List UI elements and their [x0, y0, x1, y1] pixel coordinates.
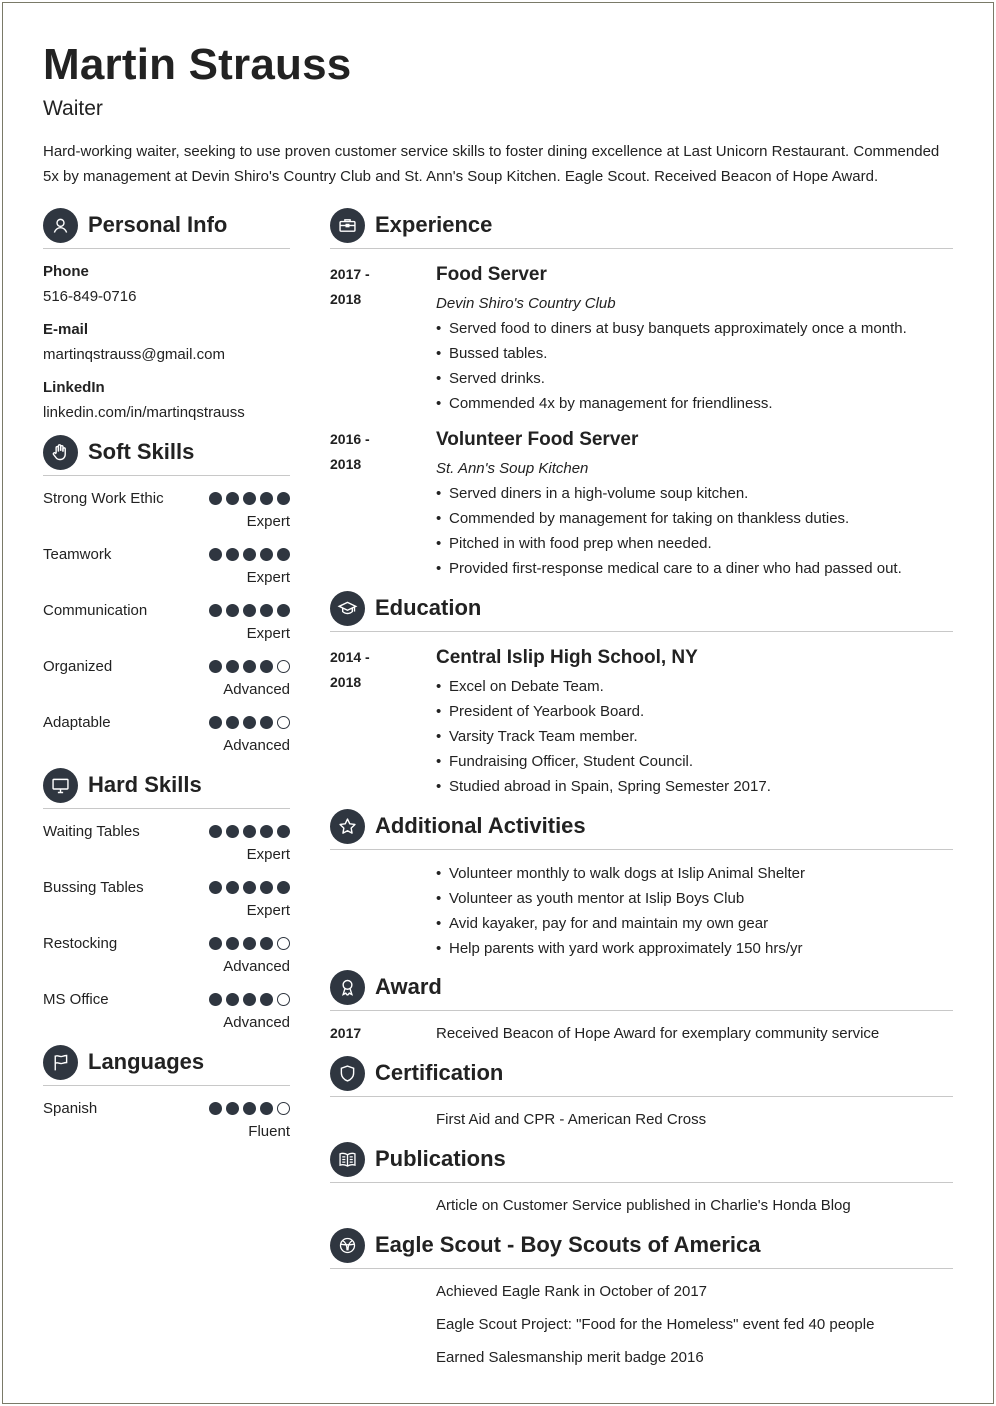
publications-section [330, 1142, 953, 1214]
book-icon [330, 1142, 365, 1177]
award-title: Award [375, 974, 442, 999]
personal-info-title: Personal Info [88, 212, 228, 237]
personal-info-section [43, 208, 290, 421]
skill-name: Communication [43, 602, 148, 619]
list-item: • Studied abroad in Spain, Spring Semester 2017. [436, 774, 771, 799]
hand-icon [43, 435, 78, 470]
list-item: • Avid kayaker, pay for and maintain my own gear [436, 911, 805, 936]
activities-section [330, 809, 953, 957]
award-date: 2017 [330, 1025, 362, 1041]
job-date-end: 2018 [330, 291, 362, 307]
skill-name: Adaptable [43, 714, 111, 731]
list-item: • Volunteer as youth mentor at Islip Boys Club [436, 886, 805, 911]
skill-level: Advanced [223, 737, 290, 754]
skill-level: Expert [246, 846, 290, 863]
rating-dot-filled [243, 660, 256, 673]
education-section [330, 591, 953, 795]
graduation-cap-icon [330, 591, 365, 626]
activities-title: Additional Activities [375, 813, 586, 838]
rating-dot-filled [260, 937, 273, 950]
certification-text: First Aid and CPR - American Red Cross [436, 1111, 707, 1128]
hard-skills-title: Hard Skills [88, 772, 202, 797]
list-item: • Served food to diners at busy banquets approximately once a month. [436, 316, 907, 341]
skill-name: Bussing Tables [43, 879, 144, 896]
rating-dot-filled [226, 881, 239, 894]
job-org: St. Ann's Soup Kitchen [436, 460, 589, 477]
skill-name: Organized [43, 658, 113, 675]
personal-info-header [43, 208, 290, 249]
list-item: • Bussed tables. [436, 341, 907, 366]
list-item: • Provided first-response medical care to a diner who had passed out. [436, 556, 902, 581]
rating-dot-filled [209, 548, 222, 561]
rating-dot-filled [277, 881, 290, 894]
list-item: • Commended by management for taking on thankless duties. [436, 506, 902, 531]
rating-dot-filled [209, 660, 222, 673]
soft-skills-title: Soft Skills [88, 439, 195, 464]
rating-dot-filled [260, 825, 273, 838]
rating-dot-filled [226, 1102, 239, 1115]
candidate-name: Martin Strauss [43, 40, 352, 89]
job-date [330, 427, 390, 477]
rating-dot-filled [209, 604, 222, 617]
rating-dot-filled [226, 716, 239, 729]
skill-row [43, 658, 290, 706]
languages-header [43, 1045, 290, 1086]
list-item: • President of Yearbook Board. [436, 699, 771, 724]
rating-dot-filled [209, 716, 222, 729]
rating-dot-filled [243, 716, 256, 729]
rating-dot-filled [260, 993, 273, 1006]
rating-dot-filled [277, 825, 290, 838]
scout-line: Earned Salesmanship merit badge 2016 [436, 1349, 704, 1366]
skill-row [43, 490, 290, 538]
rating-dot-filled [243, 548, 256, 561]
job-date-start: 2016 - [330, 431, 370, 447]
job-role: Food Server [436, 264, 547, 285]
list-item: • Served drinks. [436, 366, 907, 391]
email-label: E-mail [43, 321, 89, 338]
award-text: Received Beacon of Hope Award for exemplary community service [436, 1025, 880, 1042]
job-org: Devin Shiro's Country Club [436, 295, 616, 312]
skill-level: Advanced [223, 1014, 290, 1031]
list-item: • Help parents with yard work approximately 150 hrs/yr [436, 936, 805, 961]
rating-dot-empty [277, 937, 290, 950]
shield-icon [330, 1056, 365, 1091]
skill-name: Strong Work Ethic [43, 490, 164, 507]
scout-line: Eagle Scout Project: "Food for the Homeless" event fed 40 people [436, 1316, 875, 1333]
publications-title: Publications [375, 1146, 506, 1171]
rating-dot-filled [243, 492, 256, 505]
skill-rating [209, 716, 290, 729]
rating-dot-filled [260, 716, 273, 729]
education-title: Education [375, 595, 482, 620]
ball-icon [330, 1228, 365, 1263]
list-item: • Served diners in a high-volume soup kitchen. [436, 481, 902, 506]
rating-dot-filled [243, 881, 256, 894]
rating-dot-filled [243, 993, 256, 1006]
list-item: • Volunteer monthly to walk dogs at Islip Animal Shelter [436, 861, 805, 886]
school-name: Central Islip High School, NY [436, 647, 698, 668]
skill-name: Teamwork [43, 546, 112, 563]
skill-rating [209, 881, 290, 894]
skill-row [43, 602, 290, 650]
job-bullets [436, 316, 907, 416]
linkedin-value: linkedin.com/in/martinqstrauss [43, 404, 245, 421]
skill-row [43, 546, 290, 594]
eagle-scout-title: Eagle Scout - Boy Scouts of America [375, 1232, 761, 1257]
rating-dot-filled [260, 604, 273, 617]
summary: Hard-working waiter, seeking to use proven customer service skills to foster dining excellence at Last Unicorn Restaurant. Commended 5x by management at Devin Shiro's Country Club and St. Ann's Soup Kitchen. Eagle Scout. Received Beacon of Hope Award. [43, 143, 940, 185]
hard-skills-header [43, 768, 290, 809]
languages-section [43, 1045, 290, 1140]
skill-rating [209, 604, 290, 617]
skill-rating [209, 660, 290, 673]
phone-label: Phone [43, 263, 89, 280]
list-item: • Pitched in with food prep when needed. [436, 531, 902, 556]
skill-name: Restocking [43, 935, 118, 952]
rating-dot-filled [209, 1102, 222, 1115]
job-title: Waiter [43, 97, 103, 120]
skill-level: Advanced [223, 958, 290, 975]
rating-dot-filled [226, 937, 239, 950]
skill-rating [209, 993, 290, 1006]
skill-level: Expert [246, 625, 290, 642]
skill-level: Expert [246, 569, 290, 586]
rating-dot-filled [243, 1102, 256, 1115]
job-date-start: 2017 - [330, 266, 370, 282]
skill-rating [209, 825, 290, 838]
list-item: • Excel on Debate Team. [436, 674, 771, 699]
experience-section [330, 208, 953, 577]
hard-skills-section [43, 768, 290, 1031]
rating-dot-filled [226, 548, 239, 561]
skill-row [43, 714, 290, 762]
list-item: • Fundraising Officer, Student Council. [436, 749, 771, 774]
certification-section [330, 1056, 953, 1128]
rating-dot-filled [260, 1102, 273, 1115]
rating-dot-filled [277, 492, 290, 505]
star-icon [330, 809, 365, 844]
eagle-scout-header [330, 1228, 953, 1269]
skill-level: Advanced [223, 681, 290, 698]
job-role: Volunteer Food Server [436, 429, 639, 450]
skill-row [43, 935, 290, 983]
award-icon [330, 970, 365, 1005]
rating-dot-filled [243, 825, 256, 838]
person-icon [43, 208, 78, 243]
soft-skills-section [43, 435, 290, 754]
experience-header [330, 208, 953, 249]
rating-dot-filled [260, 881, 273, 894]
skill-level: Expert [246, 513, 290, 530]
publications-header [330, 1142, 953, 1183]
skill-row [43, 1100, 290, 1148]
rating-dot-empty [277, 1102, 290, 1115]
rating-dot-filled [209, 993, 222, 1006]
skill-level: Fluent [248, 1123, 290, 1140]
rating-dot-filled [226, 993, 239, 1006]
scout-line: Achieved Eagle Rank in October of 2017 [436, 1283, 708, 1300]
eagle-scout-section [330, 1228, 953, 1366]
rating-dot-filled [209, 825, 222, 838]
skill-row [43, 879, 290, 927]
list-item: • Varsity Track Team member. [436, 724, 771, 749]
rating-dot-filled [209, 492, 222, 505]
rating-dot-filled [226, 660, 239, 673]
skill-name: Spanish [43, 1100, 98, 1117]
languages-title: Languages [88, 1049, 205, 1074]
skill-row [43, 991, 290, 1039]
rating-dot-empty [277, 716, 290, 729]
rating-dot-filled [226, 604, 239, 617]
publications-text: Article on Customer Service published in Charlie's Honda Blog [436, 1197, 851, 1214]
job-date [330, 262, 390, 312]
skill-rating [209, 548, 290, 561]
rating-dot-filled [277, 548, 290, 561]
rating-dot-filled [260, 548, 273, 561]
briefcase-icon [330, 208, 365, 243]
education-header [330, 591, 953, 632]
activities-bullets [436, 861, 805, 961]
rating-dot-filled [260, 492, 273, 505]
experience-title: Experience [375, 212, 493, 237]
rating-dot-filled [260, 660, 273, 673]
list-item: • Commended 4x by management for friendliness. [436, 391, 907, 416]
rating-dot-filled [226, 492, 239, 505]
rating-dot-filled [243, 604, 256, 617]
award-section [330, 970, 953, 1042]
flag-icon [43, 1045, 78, 1080]
linkedin-label: LinkedIn [43, 379, 105, 396]
rating-dot-filled [226, 825, 239, 838]
activities-header [330, 809, 953, 850]
soft-skills-header [43, 435, 290, 476]
email-value: martinqstrauss@gmail.com [43, 346, 225, 363]
skill-level: Expert [246, 902, 290, 919]
job-date-end: 2018 [330, 456, 362, 472]
rating-dot-filled [243, 937, 256, 950]
skill-row [43, 823, 290, 871]
skill-name: Waiting Tables [43, 823, 140, 840]
rating-dot-filled [277, 604, 290, 617]
education-date [330, 645, 390, 695]
education-date-start: 2014 - [330, 649, 370, 665]
skill-rating [209, 937, 290, 950]
rating-dot-filled [209, 937, 222, 950]
rating-dot-empty [277, 660, 290, 673]
award-header [330, 970, 953, 1011]
rating-dot-filled [209, 881, 222, 894]
skill-rating [209, 1102, 290, 1115]
rating-dot-empty [277, 993, 290, 1006]
phone-value: 516-849-0716 [43, 288, 137, 305]
skill-name: MS Office [43, 991, 109, 1008]
education-bullets [436, 674, 771, 799]
certification-title: Certification [375, 1060, 504, 1085]
skill-rating [209, 492, 290, 505]
certification-header [330, 1056, 953, 1097]
monitor-icon [43, 768, 78, 803]
job-bullets [436, 481, 902, 581]
education-date-end: 2018 [330, 674, 362, 690]
